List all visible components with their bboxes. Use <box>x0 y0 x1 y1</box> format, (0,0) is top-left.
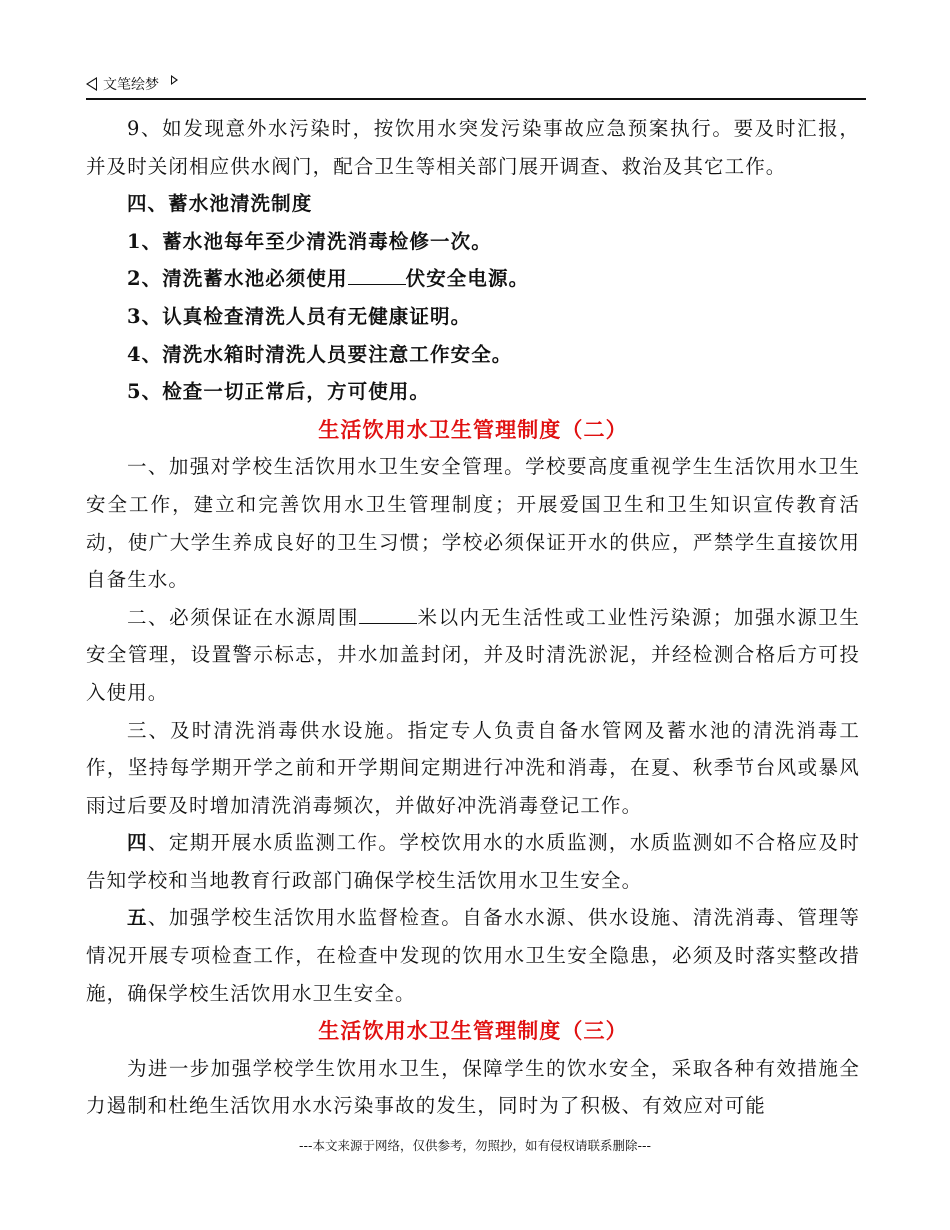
rule-3: 3、认真检查清洗人员有无健康证明。 <box>126 304 472 328</box>
section2-para-4-lead: 四 <box>126 831 148 855</box>
rule-2 <box>86 260 860 298</box>
section2-para-5-text: 、加强学校生活饮用水监督检查。自备水水源、供水设施、清洗消毒、管理等情况开展专项检查工作，在检查中发现的饮用水卫生安全隐患，必须及时落实整改措施，确保学校生活饮用水卫生安全。 <box>86 906 860 1005</box>
fill-blank-distance <box>359 605 417 624</box>
section3-para-1: 为进一步加强学校学生饮用水卫生，保障学生的饮水安全，采取各种有效措施全力遏制和杜绝生活饮用水水污染事故的发生，同时为了积极、有效应对可能 <box>86 1056 860 1118</box>
rule-2-prefix: 2、清洗蓄水池必须使用 <box>126 267 348 291</box>
triangle-right-icon <box>171 75 178 85</box>
section2-para-5 <box>86 899 860 1012</box>
section2-para-5-lead: 五 <box>126 906 148 930</box>
document-body <box>86 110 860 1125</box>
page-footer: ---本文来源于网络，仅供参考，勿照抄，如有侵权请联系删除--- <box>298 1138 652 1153</box>
section2-para-4 <box>86 824 860 899</box>
heading-reservoir-cleaning: 四、蓄水池清洗制度 <box>126 192 313 216</box>
rule-1: 1、蓄水池每年至少清洗消毒检修一次。 <box>126 229 492 253</box>
section-title-2: 生活饮用水卫生管理制度（二） <box>318 416 628 442</box>
section2-para-2-suffix: 米以内无生活性或工业性污染源；加强水源卫生安全管理，设置警示标志，井水加盖封闭，并及时清洗淤泥，并经检测合格后方可投入使用。 <box>86 605 860 704</box>
header-brand: 文笔绘梦 <box>103 77 159 93</box>
rule-5: 5、检查一切正常后，方可使用。 <box>126 380 431 404</box>
rule-4: 4、清洗水箱时清洗人员要注意工作安全。 <box>126 342 513 366</box>
rule-2-suffix: 伏安全电源。 <box>405 267 530 291</box>
section2-para-3: 三、及时清洗消毒供水设施。指定专人负责自备水管网及蓄水池的清洗消毒工作，坚持每学期开学之前和开学期间定期进行冲洗和消毒，在夏、秋季节台风或暴风雨过后要及时增加清洗消毒频次，并做好冲洗消毒登记工作。 <box>86 718 860 817</box>
section2-para-2 <box>86 599 860 712</box>
section-title-3: 生活饮用水卫生管理制度（三） <box>318 1018 628 1044</box>
fill-blank-voltage <box>348 266 406 285</box>
page-header <box>86 70 866 100</box>
section2-para-2-prefix: 二、必须保证在水源周围 <box>126 605 359 629</box>
section2-para-1: 一、加强对学校生活饮用水卫生安全管理。学校要高度重视学生生活饮用水卫生安全工作，建立和完善饮用水卫生管理制度；开展爱国卫生和卫生知识宣传教育活动，使广大学生养成良好的卫生习惯；学校必须保证开水的供应，严禁学生直接饮用自备生水。 <box>86 455 860 592</box>
item-9: 9、如发现意外水污染时，按饮用水突发污染事故应急预案执行。要及时汇报，并及时关闭相应供水阀门，配合卫生等相关部门展开调查、救治及其它工作。 <box>86 117 860 178</box>
triangle-left-icon <box>86 77 97 91</box>
section2-para-4-text: 、定期开展水质监测工作。学校饮用水的水质监测，水质监测如不合格应及时告知学校和当地教育行政部门确保学校生活饮用水卫生安全。 <box>86 831 860 892</box>
